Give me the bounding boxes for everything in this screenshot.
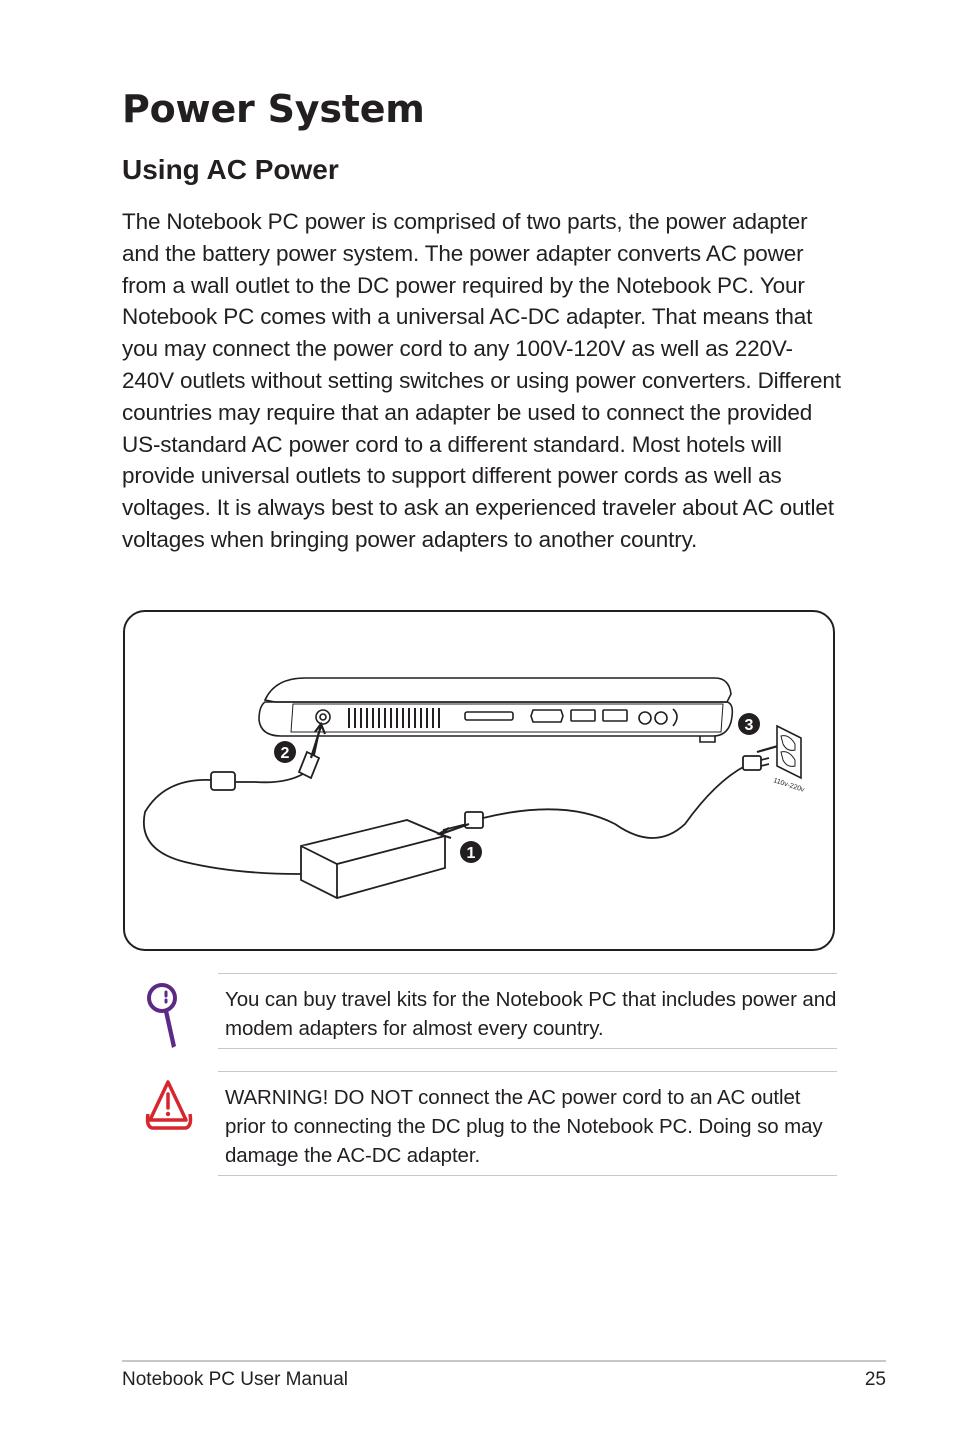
body-paragraph: The Notebook PC power is comprised of two parts, the power adapter and the battery power system. The power adapter converts AC power from a wall outlet to the DC power required by the Notebook PC. Your Notebook PC comes with a universal AC-DC adapter. That means that you may connect the power cord to any 100V-120V as well as 220V-240V outlets without setting switches or using power converters. Different countries may require that an adapter be used to connect the provided US-standard AC power cord to a different standard. Most hotels will provide universal outlets to support different power cords as well as voltages. It is always best to ask an experienced traveler about AC outlet voltages when bringing power adapters to another country. xyxy=(122,209,841,552)
tip-note-text: You can buy travel kits for the Notebook PC that includes power and modem adapters for almost every country. xyxy=(225,988,837,1040)
warning-icon xyxy=(142,1076,194,1136)
step-badge-2 xyxy=(274,741,296,763)
footer-manual-name: Notebook PC User Manual xyxy=(122,1369,348,1390)
outlet-voltage-label: 110v-220v xyxy=(772,777,806,794)
step-badge-1 xyxy=(460,841,482,863)
footer-page-number: 25 xyxy=(864,1369,886,1390)
step-number-1: 1 xyxy=(466,845,476,862)
arrow-step-2 xyxy=(311,724,325,758)
step-badge-3 xyxy=(738,713,760,735)
diagram-illustration xyxy=(125,612,837,953)
step-number-2: 2 xyxy=(280,745,290,762)
warning-note xyxy=(218,1071,837,1176)
tip-note xyxy=(218,973,837,1049)
ac-power-cord xyxy=(443,756,769,838)
magnifier-tip-icon xyxy=(144,982,184,1054)
warning-note-text: WARNING! DO NOT connect the AC power cord to an AC outlet prior to connecting the DC plug to the Notebook PC. Doing so may damage the AC-DC adapter. xyxy=(225,1086,823,1167)
ac-power-connection-diagram xyxy=(123,610,835,951)
arrow-step-1 xyxy=(439,824,469,838)
step-number-3: 3 xyxy=(744,717,754,734)
notebook-side-view xyxy=(259,678,732,742)
page-title: Power System xyxy=(122,87,425,131)
ac-adapter-brick xyxy=(301,820,445,898)
wall-outlet xyxy=(777,726,801,778)
section-title: Using AC Power xyxy=(122,154,339,185)
footer-rule xyxy=(122,1360,886,1362)
